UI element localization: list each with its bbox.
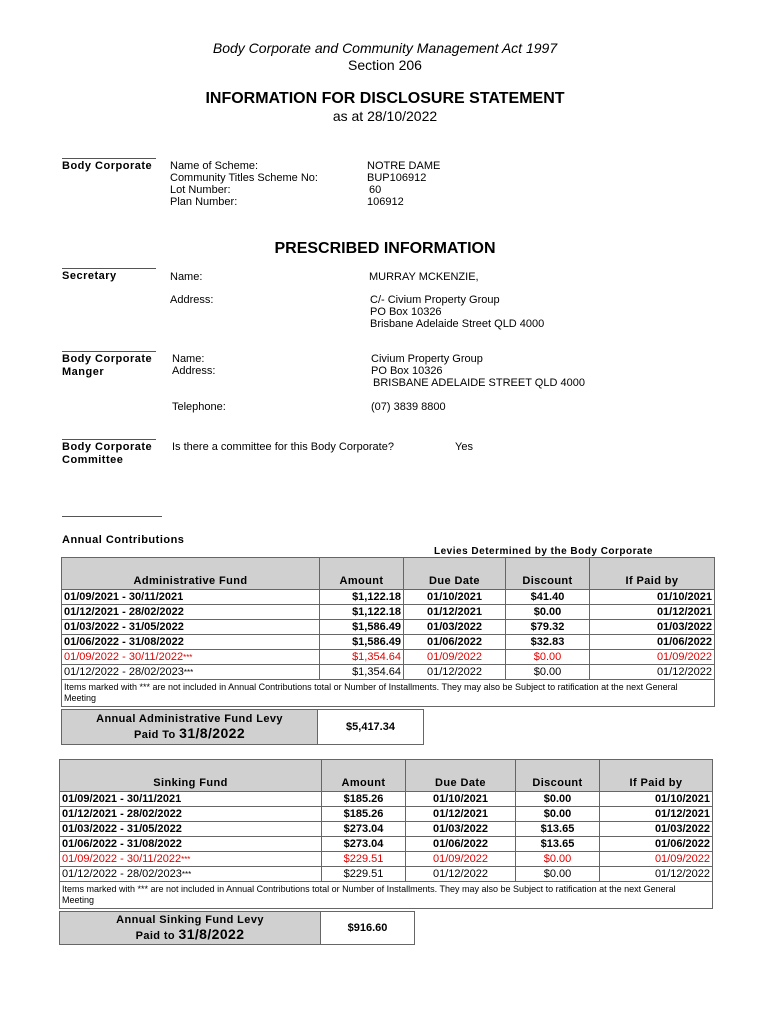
- due-date-cell: 01/10/2021: [404, 590, 506, 605]
- page-title: INFORMATION FOR DISCLOSURE STATEMENT: [205, 90, 565, 107]
- discount-cell: $32.83: [506, 635, 590, 650]
- period-cell: 01/06/2022 - 31/08/2022: [62, 635, 320, 650]
- admin-fund-table: [61, 557, 715, 707]
- period-cell: 01/06/2022 - 31/08/2022: [60, 837, 322, 852]
- committee-question: Is there a committee for this Body Corporate?: [172, 441, 394, 453]
- amount-cell: $273.04: [322, 837, 406, 852]
- amount-cell: $1,122.18: [320, 590, 404, 605]
- telephone-label: Telephone:: [172, 401, 226, 413]
- total-label-line: Annual Sinking Fund Levy: [116, 914, 264, 926]
- scheme-number-label: Community Titles Scheme No:: [170, 172, 318, 184]
- table-row: [62, 650, 715, 665]
- column-header: Amount: [320, 558, 404, 590]
- levies-subtitle: Levies Determined by the Body Corporate: [434, 546, 653, 557]
- amount-cell: $229.51: [322, 867, 406, 882]
- committee-answer: Yes: [455, 441, 473, 453]
- discount-cell: $0.00: [516, 867, 600, 882]
- paid-by-cell: 01/12/2022: [600, 867, 713, 882]
- total-date: 31/8/2022: [178, 926, 245, 942]
- telephone-value: (07) 3839 8800: [371, 401, 446, 413]
- as-at-date: as at 28/10/2022: [332, 108, 438, 124]
- discount-cell: $0.00: [506, 650, 590, 665]
- column-header: Sinking Fund: [60, 760, 322, 792]
- period-cell: [60, 852, 322, 867]
- discount-cell: $41.40: [506, 590, 590, 605]
- secretary-name: MURRAY MCKENZIE,: [369, 271, 479, 283]
- discount-cell: $79.32: [506, 620, 590, 635]
- period-cell: [62, 650, 320, 665]
- total-label-line: Annual Administrative Fund Levy: [96, 713, 283, 725]
- table-row: [60, 807, 713, 822]
- discount-cell: $0.00: [506, 665, 590, 680]
- table-row: [60, 852, 713, 867]
- column-header: Due Date: [406, 760, 516, 792]
- act-title: Body Corporate and Community Management Act 1997: [212, 40, 558, 56]
- total-date: 31/8/2022: [179, 725, 246, 741]
- lot-number-value: 60: [369, 184, 382, 196]
- manager-name-label: Name:: [172, 353, 205, 365]
- discount-cell: $0.00: [516, 792, 600, 807]
- period-cell: 01/03/2022 - 31/05/2022: [60, 822, 322, 837]
- amount-cell: $1,122.18: [320, 605, 404, 620]
- paid-to-text: Paid to: [135, 930, 176, 942]
- body-corporate-label: Body Corporate: [62, 160, 153, 172]
- table-row: [62, 605, 715, 620]
- secretary-address-line: Brisbane Adelaide Street QLD 4000: [370, 318, 545, 330]
- period-cell: 01/09/2021 - 30/11/2021: [60, 792, 322, 807]
- discount-cell: $0.00: [516, 852, 600, 867]
- secretary-address-line: C/- Civium Property Group: [370, 294, 500, 306]
- divider: [62, 351, 156, 352]
- paid-by-cell: 01/03/2022: [590, 620, 715, 635]
- secretary-label: Secretary: [62, 270, 117, 282]
- table-row: [60, 822, 713, 837]
- column-header: Discount: [516, 760, 600, 792]
- discount-cell: $0.00: [516, 807, 600, 822]
- due-date-cell: 01/06/2022: [404, 635, 506, 650]
- amount-cell: $229.51: [322, 852, 406, 867]
- column-header: If Paid by: [590, 558, 715, 590]
- amount-cell: $185.26: [322, 807, 406, 822]
- secretary-name-label: Name:: [170, 271, 203, 283]
- period-text: 01/12/2022 - 28/02/2023: [62, 867, 182, 880]
- due-date-cell: 01/12/2021: [406, 807, 516, 822]
- amount-cell: $1,586.49: [320, 635, 404, 650]
- paid-by-cell: 01/12/2022: [590, 665, 715, 680]
- due-date-cell: 01/09/2022: [406, 852, 516, 867]
- paid-by-cell: 01/12/2021: [590, 605, 715, 620]
- total-value: $5,417.34: [318, 710, 424, 745]
- sinking-fund-total: [59, 911, 415, 945]
- paid-by-cell: 01/03/2022: [600, 822, 713, 837]
- paid-by-cell: 01/10/2021: [590, 590, 715, 605]
- note-text: Items marked with *** are not included in Annual Contributions total or Number of Installments. They may also be Subject to ratification at the next General Meeting: [60, 882, 713, 909]
- period-cell: 01/12/2021 - 28/02/2022: [62, 605, 320, 620]
- annual-contributions-title: Annual Contributions: [62, 534, 185, 546]
- scheme-name-label: Name of Scheme:: [170, 160, 259, 172]
- lot-number-label: Lot Number:: [170, 184, 231, 196]
- total-label-line: [63, 726, 316, 742]
- column-header: If Paid by: [600, 760, 713, 792]
- paid-by-cell: 01/09/2022: [600, 852, 713, 867]
- total-label: [60, 912, 321, 945]
- committee-label: Body Corporate: [62, 441, 153, 453]
- scheme-number-value: BUP106912: [367, 172, 427, 184]
- marker: ***: [181, 854, 191, 864]
- secretary-address-label: Address:: [170, 294, 214, 306]
- manager-address-line: BRISBANE ADELAIDE STREET QLD 4000: [373, 377, 585, 389]
- discount-cell: $0.00: [506, 605, 590, 620]
- amount-cell: $1,354.64: [320, 650, 404, 665]
- column-header: Amount: [322, 760, 406, 792]
- marker: ***: [181, 869, 192, 879]
- amount-cell: $273.04: [322, 822, 406, 837]
- period-cell: [62, 665, 320, 680]
- table-row: [60, 867, 713, 882]
- column-header: Administrative Fund: [62, 558, 320, 590]
- paid-to-text: Paid To: [133, 729, 176, 741]
- marker: ***: [183, 667, 194, 677]
- table-row: [62, 620, 715, 635]
- divider: [62, 268, 156, 269]
- sinking-fund-table: [59, 759, 713, 909]
- period-cell: [60, 867, 322, 882]
- plan-number-value: 106912: [367, 196, 404, 208]
- period-cell: 01/03/2022 - 31/05/2022: [62, 620, 320, 635]
- table-header: [62, 558, 715, 590]
- note-text: Items marked with *** are not included in Annual Contributions total or Number of Installments. They may also be Subject to ratification at the next General Meeting: [62, 680, 715, 707]
- period-cell: 01/12/2021 - 28/02/2022: [60, 807, 322, 822]
- total-value: $916.60: [321, 912, 415, 945]
- due-date-cell: 01/03/2022: [404, 620, 506, 635]
- table-row: [60, 837, 713, 852]
- manager-label: Manger: [62, 366, 105, 378]
- due-date-cell: 01/06/2022: [406, 837, 516, 852]
- period-text: 01/09/2022 - 30/11/2022: [62, 852, 182, 865]
- due-date-cell: 01/12/2022: [406, 867, 516, 882]
- divider: [62, 158, 156, 159]
- period-text: 01/12/2022 - 28/02/2023: [64, 665, 184, 678]
- prescribed-title: PRESCRIBED INFORMATION: [274, 240, 496, 257]
- manager-address-line: PO Box 10326: [371, 365, 443, 377]
- paid-by-cell: 01/09/2022: [590, 650, 715, 665]
- due-date-cell: 01/09/2022: [404, 650, 506, 665]
- table-row: [60, 792, 713, 807]
- note-row: [62, 680, 715, 707]
- table-row: [62, 590, 715, 605]
- paid-by-cell: 01/06/2022: [590, 635, 715, 650]
- discount-cell: $13.65: [516, 837, 600, 852]
- marker: ***: [183, 652, 193, 662]
- paid-by-cell: 01/06/2022: [600, 837, 713, 852]
- table-header: [60, 760, 713, 792]
- column-header: Discount: [506, 558, 590, 590]
- period-text: 01/09/2022 - 30/11/2022: [64, 650, 184, 663]
- committee-label: Committee: [62, 454, 124, 466]
- total-label: [62, 710, 318, 745]
- secretary-address-line: PO Box 10326: [370, 306, 442, 318]
- manager-address-label: Address:: [172, 365, 216, 377]
- note-row: [60, 882, 713, 909]
- column-header: Due Date: [404, 558, 506, 590]
- divider: [62, 516, 162, 517]
- total-label-line: [61, 927, 319, 943]
- paid-by-cell: 01/10/2021: [600, 792, 713, 807]
- admin-fund-total: [61, 709, 424, 745]
- plan-number-label: Plan Number:: [170, 196, 238, 208]
- manager-name: Civium Property Group: [371, 353, 483, 365]
- discount-cell: $13.65: [516, 822, 600, 837]
- due-date-cell: 01/03/2022: [406, 822, 516, 837]
- manager-label: Body Corporate: [62, 353, 153, 365]
- scheme-name-value: NOTRE DAME: [367, 160, 441, 172]
- section-number: Section 206: [348, 57, 422, 73]
- paid-by-cell: 01/12/2021: [600, 807, 713, 822]
- amount-cell: $185.26: [322, 792, 406, 807]
- due-date-cell: 01/10/2021: [406, 792, 516, 807]
- divider: [62, 439, 156, 440]
- period-cell: 01/09/2021 - 30/11/2021: [62, 590, 320, 605]
- due-date-cell: 01/12/2021: [404, 605, 506, 620]
- table-row: [62, 665, 715, 680]
- amount-cell: $1,586.49: [320, 620, 404, 635]
- table-row: [62, 635, 715, 650]
- amount-cell: $1,354.64: [320, 665, 404, 680]
- due-date-cell: 01/12/2022: [404, 665, 506, 680]
